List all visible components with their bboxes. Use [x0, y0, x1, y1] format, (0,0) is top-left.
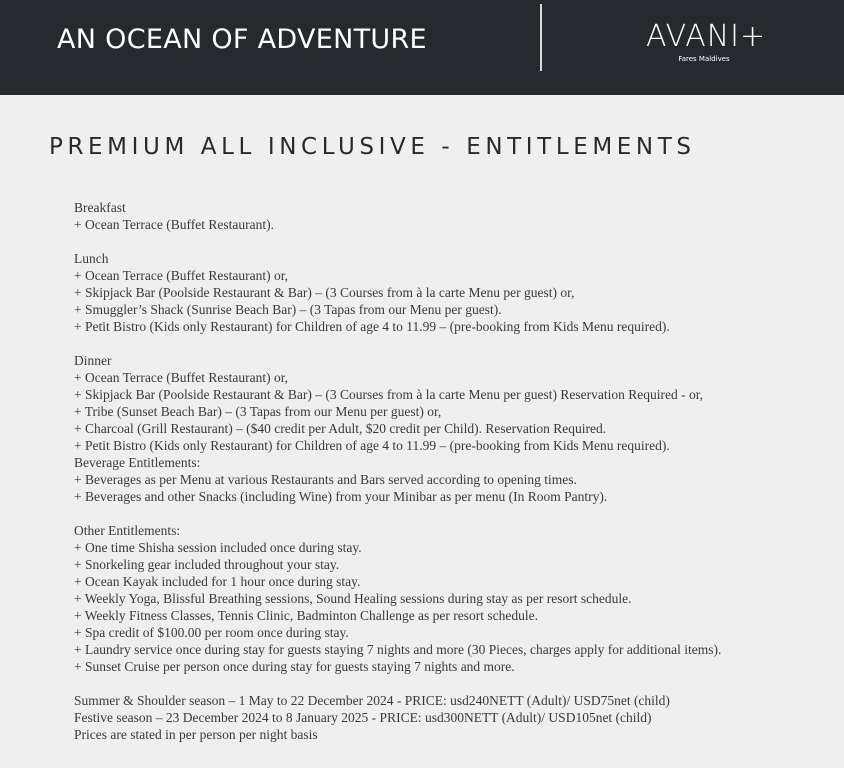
header-divider [540, 4, 542, 71]
brand-name: AVANI+ [646, 19, 767, 54]
pricing-line: Festive season – 23 December 2024 to 8 January 2025 - PRICE: usd300NETT (Adult)/ USD105net (child) [74, 710, 652, 725]
list-item: + Sunset Cruise per person once during stay for guests staying 7 nights and more. [74, 659, 515, 674]
list-item: + Ocean Kayak included for 1 hour once during stay. [74, 574, 361, 589]
list-item: + Beverages and other Snacks (including Wine) from your Minibar as per menu (In Room Pantry). [74, 489, 608, 504]
list-item: + Charcoal (Grill Restaurant) – ($40 credit per Adult, $20 credit per Child). Reservation Required. [74, 421, 607, 436]
list-item: + Skipjack Bar (Poolside Restaurant & Bar) – (3 Courses from à la carte Menu per guest) Reservation Required - or, [74, 387, 704, 402]
list-item: + Beverages as per Menu at various Restaurants and Bars served according to opening times. [74, 472, 577, 487]
brand-logo [646, 19, 767, 64]
list-item: + Petit Bistro (Kids only Restaurant) for Children of age 4 to 11.99 – (pre-booking from Kids Menu required). [74, 438, 670, 453]
list-item: + Ocean Terrace (Buffet Restaurant). [74, 217, 274, 232]
list-item: + One time Shisha session included once during stay. [74, 540, 362, 555]
section-title: PREMIUM ALL INCLUSIVE - ENTITLEMENTS [49, 134, 696, 160]
list-item: + Laundry service once during stay for guests staying 7 nights and more (30 Pieces, charges apply for additional items). [74, 642, 722, 657]
pricing-note: Prices are stated in per person per night basis [74, 727, 318, 742]
breakfast-heading: Breakfast [74, 200, 126, 215]
list-item: + Spa credit of $100.00 per room once during stay. [74, 625, 349, 640]
list-item: + Smuggler’s Shack (Sunrise Beach Bar) – (3 Tapas from our Menu per guest). [74, 302, 502, 317]
list-item: + Ocean Terrace (Buffet Restaurant) or, [74, 268, 289, 283]
header-bar [0, 0, 844, 95]
other-heading: Other Entitlements: [74, 523, 181, 538]
list-item: + Ocean Terrace (Buffet Restaurant) or, [74, 370, 289, 385]
list-item: + Weekly Yoga, Blissful Breathing sessions, Sound Healing sessions during stay as per resort schedule. [74, 591, 632, 606]
pricing-line: Summer & Shoulder season – 1 May to 22 December 2024 - PRICE: usd240NETT (Adult)/ USD75net (child) [74, 693, 670, 708]
list-item: + Petit Bistro (Kids only Restaurant) for Children of age 4 to 11.99 – (pre-booking from Kids Menu required). [74, 319, 670, 334]
brand-subtitle: Fares Maldives [678, 55, 730, 63]
list-item: + Weekly Fitness Classes, Tennis Clinic, Badminton Challenge as per resort schedule. [74, 608, 539, 623]
list-item: + Tribe (Sunset Beach Bar) – (3 Tapas from our Menu per guest) or, [74, 404, 442, 419]
list-item: + Skipjack Bar (Poolside Restaurant & Bar) – (3 Courses from à la carte Menu per guest) or, [74, 285, 575, 300]
list-item: + Snorkeling gear included throughout your stay. [74, 557, 340, 572]
dinner-heading: Dinner [74, 353, 112, 368]
header-title: AN OCEAN OF ADVENTURE [57, 24, 427, 55]
lunch-heading: Lunch [74, 251, 109, 266]
entitlements-content [74, 199, 814, 743]
beverage-heading: Beverage Entitlements: [74, 455, 201, 470]
